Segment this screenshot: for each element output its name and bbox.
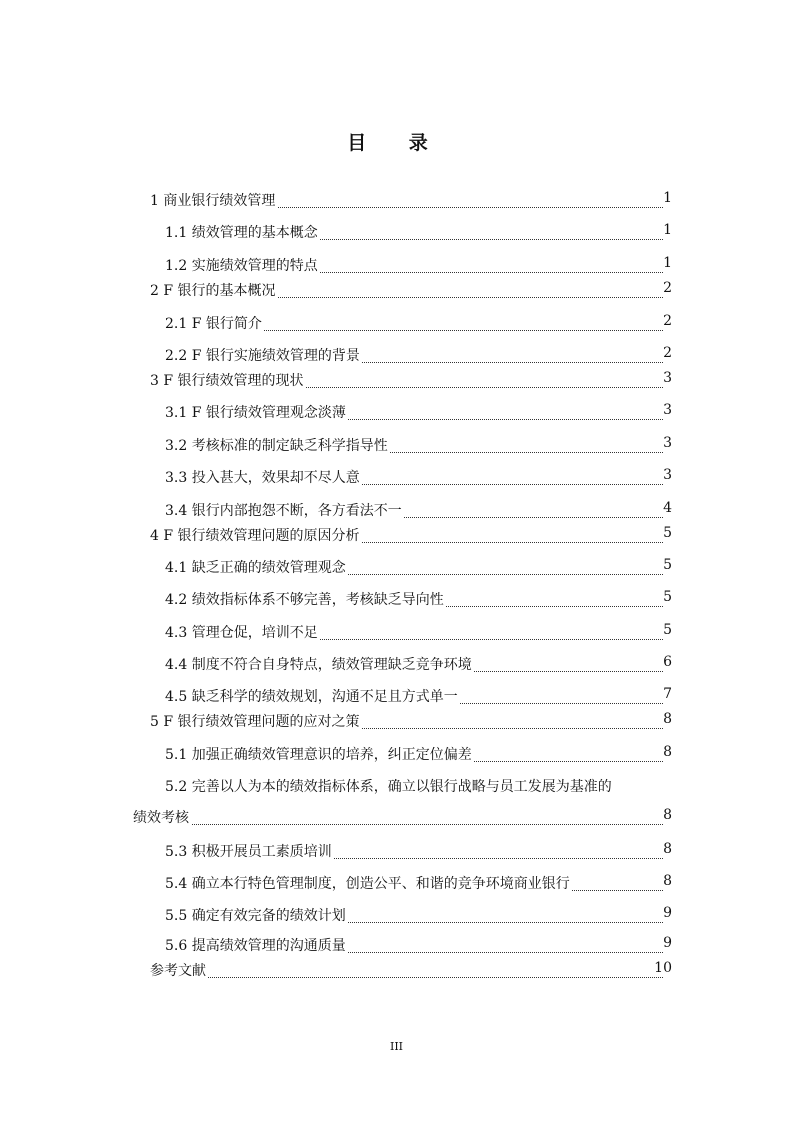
toc-entry-title: 绩效考核: [133, 807, 191, 827]
toc-entry-title: 3 F 银行绩效管理的现状: [150, 370, 306, 390]
toc-entry[interactable]: [0, 525, 793, 549]
toc-entry-title: 4.1 缺乏正确的绩效管理观念: [165, 557, 348, 577]
toc-entry-page: 8: [660, 841, 672, 857]
toc-entry-title: 参考文献: [150, 960, 208, 980]
toc-entry-page: 7: [660, 686, 672, 702]
toc-leader-dots: [137, 824, 663, 825]
toc-entry-title: 2.1 F 银行简介: [165, 313, 264, 333]
toc-entry-page: 10: [651, 960, 672, 976]
toc-entry-page: 2: [660, 313, 672, 329]
toc-entry[interactable]: [0, 313, 793, 337]
toc-entry[interactable]: [0, 905, 793, 929]
toc-entry-page: 9: [660, 935, 672, 951]
toc-entry[interactable]: [0, 370, 793, 394]
toc-entry-page: 5: [660, 589, 672, 605]
toc-entry-title: 5 F 银行绩效管理问题的应对之策: [150, 711, 362, 731]
toc-entry-title: 3.1 F 银行绩效管理观念淡薄: [165, 402, 348, 422]
toc-entry-title: 3.3 投入甚大，效果却不尽人意: [165, 467, 362, 487]
toc-entry-page: 1: [660, 255, 672, 271]
toc-entry-page: 8: [660, 744, 672, 760]
toc-entry-page: 8: [660, 873, 672, 889]
toc-entry-page: 1: [660, 222, 672, 238]
toc-leader-dots: [154, 977, 663, 978]
toc-entry[interactable]: [0, 776, 793, 800]
toc-entry[interactable]: [0, 190, 793, 214]
toc-title: 目 录: [347, 132, 446, 154]
toc-entry-title: 2 F 银行的基本概况: [150, 280, 278, 300]
toc-entry[interactable]: [0, 402, 793, 426]
toc-entry-title: 4.2 绩效指标体系不够完善，考核缺乏导向性: [165, 589, 446, 609]
toc-entry-title: 1.2 实施绩效管理的特点: [165, 255, 320, 275]
toc-entry-page: 8: [660, 807, 672, 823]
toc-entry[interactable]: [0, 841, 793, 865]
toc-entry[interactable]: [0, 807, 793, 831]
toc-entry-page: 8: [660, 711, 672, 727]
toc-entry-title: 3.2 考核标准的制定缺乏科学指导性: [165, 435, 390, 455]
toc-entry-title: 5.3 积极开展员工素质培训: [165, 841, 334, 861]
toc-entry-page: 3: [660, 402, 672, 418]
toc-entry[interactable]: [0, 873, 793, 897]
toc-entry-title: 5.2 完善以人为本的绩效指标体系，确立以银行战略与员工发展为基准的: [165, 776, 614, 796]
toc-entry-page: 2: [660, 345, 672, 361]
toc-entry-page: 5: [660, 557, 672, 573]
toc-entry[interactable]: [0, 222, 793, 246]
toc-entry-title: 5.5 确定有效完备的绩效计划: [165, 905, 348, 925]
toc-entry-title: 5.6 提高绩效管理的沟通质量: [165, 935, 348, 955]
toc-entry[interactable]: [0, 255, 793, 279]
toc-entry-title: 2.2 F 银行实施绩效管理的背景: [165, 345, 362, 365]
toc-entry-title: 5.1 加强正确绩效管理意识的培养，纠正定位偏差: [165, 744, 474, 764]
toc-entry[interactable]: [0, 744, 793, 768]
toc-entry-page: 2: [660, 280, 672, 296]
toc-entry[interactable]: [0, 557, 793, 581]
toc-entry-page: 6: [660, 654, 672, 670]
toc-entry-title: 4.5 缺乏科学的绩效规划，沟通不足且方式单一: [165, 686, 460, 706]
toc-entry[interactable]: [0, 711, 793, 735]
toc-entry[interactable]: [0, 589, 793, 613]
toc-entry[interactable]: [0, 280, 793, 304]
toc-entry-page: 3: [660, 467, 672, 483]
toc-entry[interactable]: [0, 654, 793, 678]
toc-entry-title: 4.3 管理仓促，培训不足: [165, 622, 320, 642]
page-number-footer: III: [389, 1040, 404, 1053]
toc-entry-page: 3: [660, 435, 672, 451]
toc-entry-page: 9: [660, 905, 672, 921]
toc-entry[interactable]: [0, 500, 793, 524]
toc-entry-page: 1: [660, 190, 672, 206]
toc-entry-page: 5: [660, 525, 672, 541]
toc-entry-title: 3.4 银行内部抱怨不断，各方看法不一: [165, 500, 404, 520]
toc-entry-title: 1 商业银行绩效管理: [150, 190, 277, 210]
toc-entry[interactable]: [0, 935, 793, 959]
toc-entry-title: 1.1 绩效管理的基本概念: [165, 222, 320, 242]
toc-entry[interactable]: [0, 435, 793, 459]
toc-entry-title: 4.4 制度不符合自身特点，绩效管理缺乏竞争环境: [165, 654, 474, 674]
toc-entry-title: 4 F 银行绩效管理问题的原因分析: [150, 525, 362, 545]
toc-entry[interactable]: [0, 345, 793, 369]
toc-entry-page: 4: [660, 500, 672, 516]
toc-entry-page: 3: [660, 370, 672, 386]
toc-entry[interactable]: [0, 622, 793, 646]
toc-entry[interactable]: [0, 467, 793, 491]
toc-entry-title: 5.4 确立本行特色管理制度，创造公平、和谐的竞争环境商业银行: [165, 873, 572, 893]
toc-entry[interactable]: [0, 686, 793, 710]
toc-entry-page: 5: [660, 622, 672, 638]
toc-entry[interactable]: [0, 960, 793, 984]
